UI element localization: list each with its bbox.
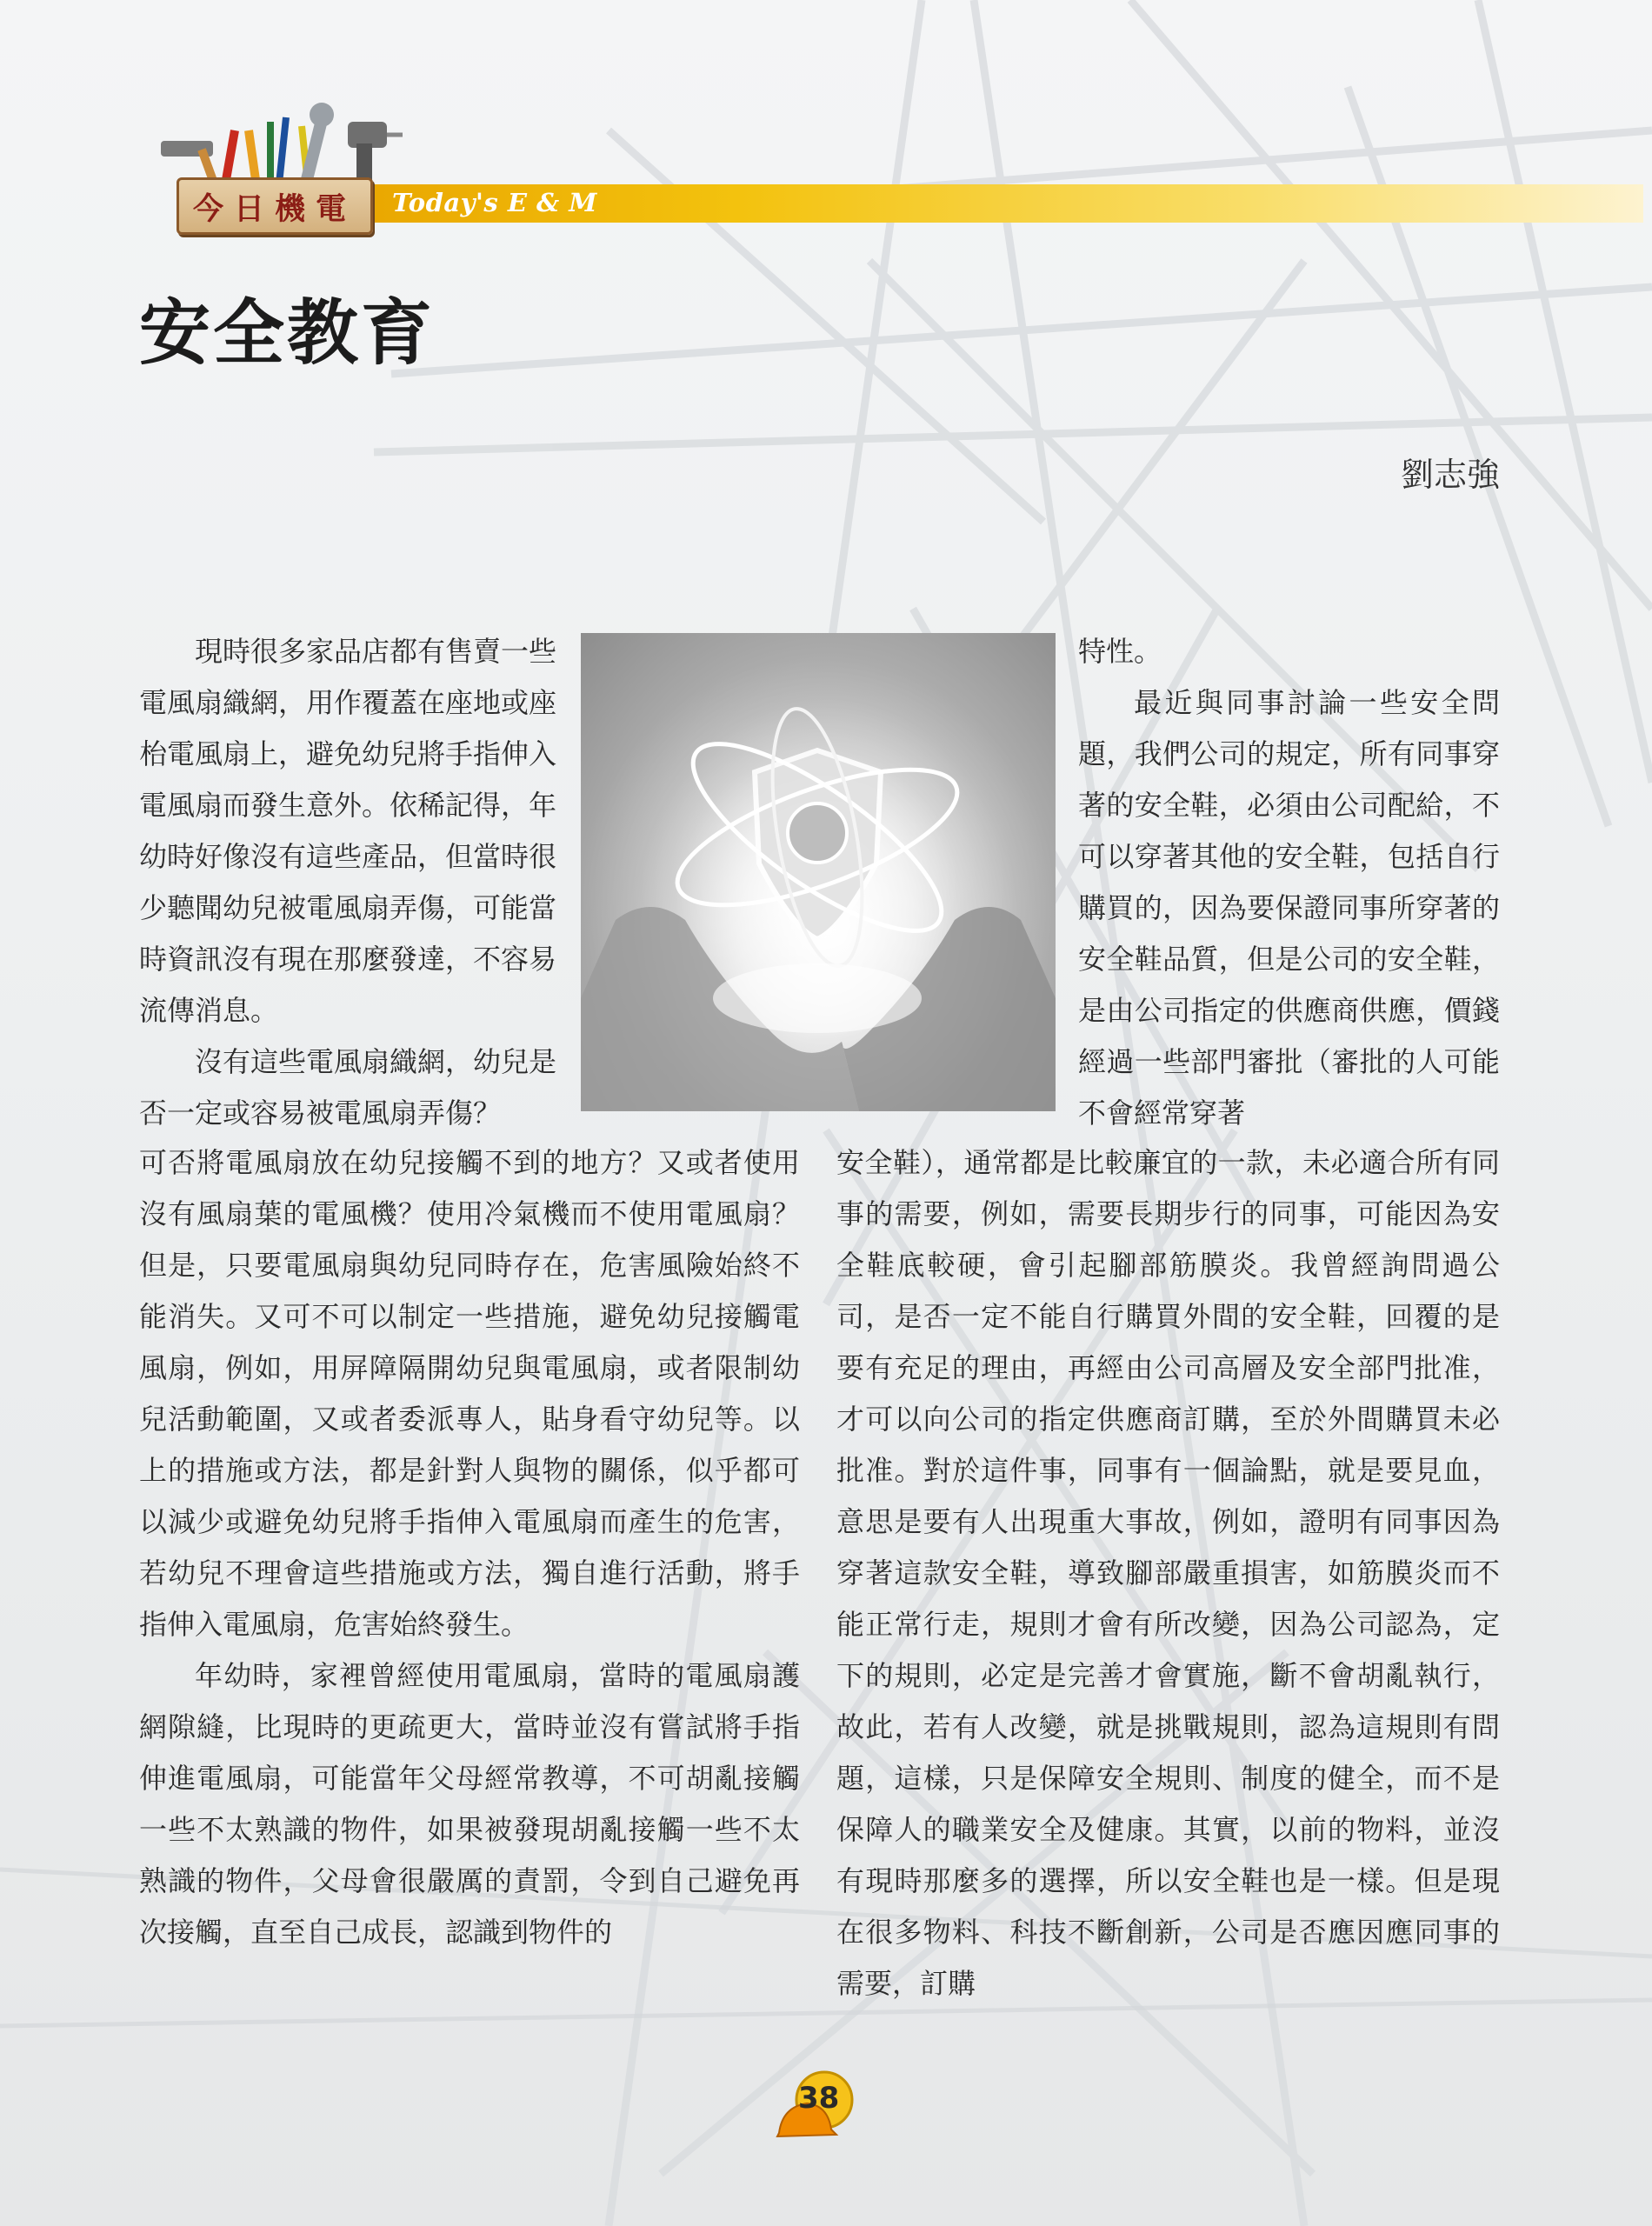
paragraph: 可否將電風扇放在幼兒接觸不到的地方？又或者使用沒有風扇葉的電風機？使用冷氣機而不使用電風扇？但是，只要電風扇與幼兒同時存在，危害風險始終不能消失。又可不可以制定一些措施，避免幼兒接觸電風扇，例如，用屏障隔開幼兒與電風扇，或者限制幼兒活動範圍，又或者委派專人，貼身看守幼兒等。以上的措施或方法，都是針對人與物的關係，似乎都可以減少或避免幼兒將手指伸入電風扇而產生的危害，若幼兒不理會這些措施或方法，獨自進行活動，將手指伸入電風扇，危害始終發生。 — [139, 1146, 800, 1641]
banner-text: Today's E & M — [392, 188, 597, 217]
column-2-top — [1078, 626, 1500, 1139]
paragraph: 年幼時，家裡曾經使用電風扇，當時的電風扇護網隙縫，比現時的更疏更大，當時並沒有嘗試將手指伸進電風扇，可能當年父母經常教導，不可胡亂接觸一些不太熟識的物件，如果被發現胡亂接觸一些不太熟識的物件，父母會很嚴厲的責罰，令到自己避免再次接觸，直至自己成長，認識到物件的 — [139, 1659, 800, 1949]
paragraph: 最近與同事討論一些安全問題，我們公司的規定，所有同事穿著的安全鞋，必須由公司配給，不可以穿著其他的安全鞋，包括自行購買的，因為要保證同事所穿著的安全鞋品質，但是公司的安全鞋，是由公司指定的供應商供應，價錢經過一些部門審批（審批的人可能不會經常穿著 — [1078, 686, 1500, 1130]
section-badge — [177, 177, 373, 235]
page-number-badge — [774, 2065, 861, 2143]
paragraph: 沒有這些電風扇織網，幼兒是否一定或容易被電風扇弄傷？ — [139, 1045, 557, 1130]
column-1-top — [139, 626, 556, 1139]
paragraph: 安全鞋），通常都是比較廉宜的一款，未必適合所有同事的需要，例如，需要長期步行的同事，可能因為安全鞋底較硬，會引起腳部筋膜炎。我曾經詢問過公司，是否一定不能自行購買外間的安全鞋，回覆的是要有充足的理由，再經由公司高層及安全部門批准，才可以向公司的指定供應商訂購，至於外間購買未必批准。對於這件事，同事有一個論點，就是要見血，意思是要有人出現重大事故，例如，證明有同事因為穿著這款安全鞋，導致腳部嚴重損害，如筋膜炎而不能正常行走，規則才會有所改變，因為公司認為，定下的規則，必定是完善才會實施，斷不會胡亂執行，故此，若有人改變，就是挑戰規則，認為這規則有問題，這樣，只是保障安全規則、制度的健全，而不是保障人的職業安全及健康。其實，以前的物料，並沒有現時那麼多的選擇，所以安全鞋也是一樣。但是現在很多物料、科技不斷創新，公司是否應因應同事的需要，訂購 — [836, 1146, 1500, 2000]
paragraph: 特性。 — [1078, 635, 1162, 668]
page-number: 38 — [798, 2081, 840, 2116]
column-2-bottom — [836, 1137, 1500, 2009]
column-1-bottom — [139, 1137, 800, 1958]
shield-atom-illustration — [581, 633, 1056, 1111]
section-header — [143, 96, 1500, 235]
article-author: 劉志強 — [1400, 456, 1500, 494]
section-badge-text: 今日機電 — [192, 191, 356, 227]
paragraph: 現時很多家品店都有售賣一些電風扇織網，用作覆蓋在座地或座枱電風扇上，避免幼兒將手指伸入電風扇而發生意外。依稀記得，年幼時好像沒有這些產品，但當時很少聽聞幼兒被電風扇弄傷，可能當時資訊沒有現在那麼發達，不容易流傳消息。 — [139, 635, 557, 1027]
article-title: 安全教育 — [139, 292, 436, 375]
